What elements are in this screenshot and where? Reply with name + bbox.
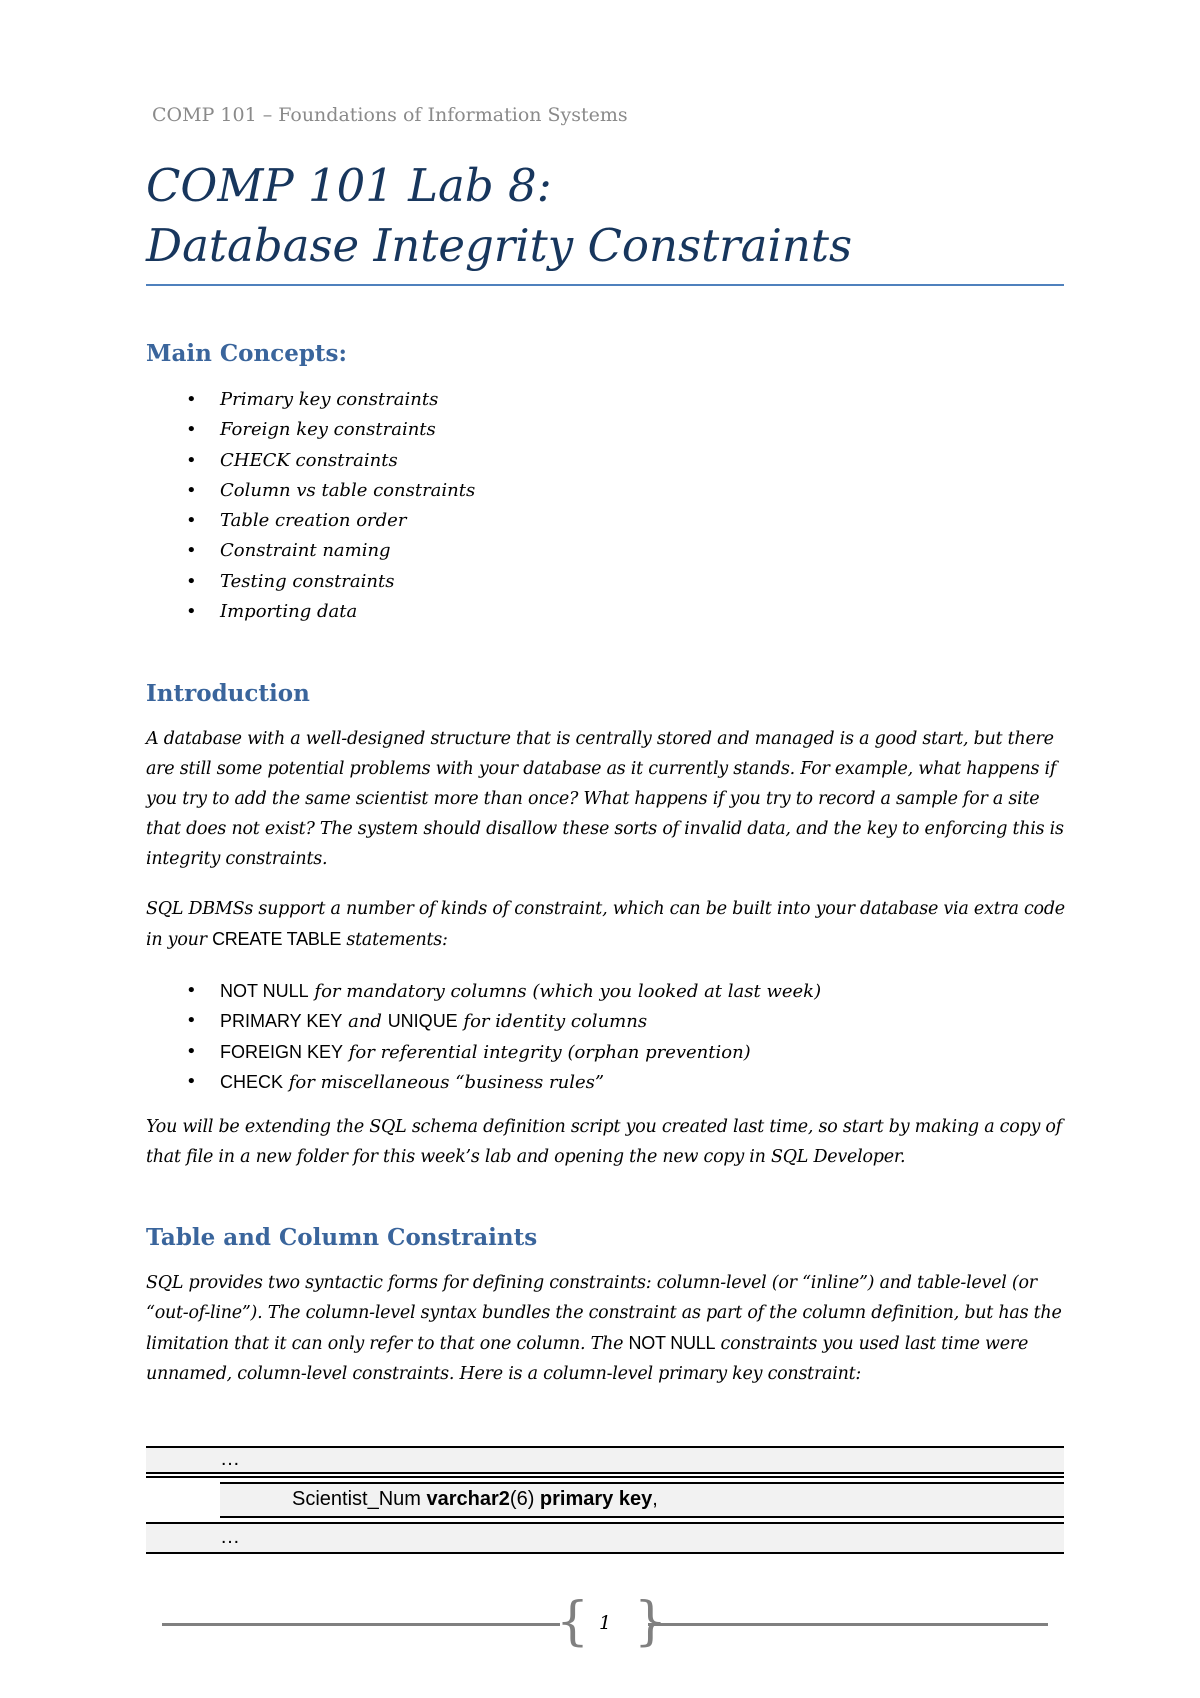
list-item: • Column vs table constraints [186, 479, 476, 501]
table-column-paragraph: SQL provides two syntactic forms for defining constraints: column-level (or “inline”) and table-level (or “out-of-line”). The column-level syntax bundles the constraint as part of the column definition, but has the limitation that it can only refer to that one column. The NOT NULL constraints you used last time were unnamed, column-level constraints. Here is a column-level primary key constraint: [146, 1273, 1062, 1384]
introduction-paragraph-2: SQL DBMSs support a number of kinds of constraint, which can be built into your database via extra code in your CREATE TABLE statements: [146, 899, 1065, 950]
main-concepts-heading: Main Concepts: [146, 340, 347, 367]
code-sample [146, 1446, 1064, 1558]
list-item: • FOREIGN KEY for referential integrity (orphan prevention) [186, 1040, 751, 1063]
list-item: • CHECK for miscellaneous “business rules” [186, 1070, 605, 1093]
introduction-paragraph-3: You will be extending the SQL schema definition script you created last time, so start by making a copy of that file in a new folder for this week’s lab and opening the new copy in SQL Developer. [146, 1117, 1062, 1167]
footer-rule-left [162, 1623, 560, 1626]
constraint-kinds-list [146, 976, 821, 1097]
list-item: • Importing data [186, 601, 358, 623]
footer-brace-left: { [556, 1592, 590, 1652]
list-item: • NOT NULL for mandatory columns (which you looked at last week) [186, 980, 822, 1002]
footer-rule-right [648, 1623, 1048, 1626]
list-item: • Constraint naming [186, 540, 391, 562]
footer-brace-right: } [634, 1592, 668, 1652]
code-ellipsis-top: … [220, 1448, 240, 1470]
list-item: • PRIMARY KEY and UNIQUE for identity columns [186, 1010, 648, 1033]
list-item: • CHECK constraints [186, 449, 398, 471]
page-number: 1 [598, 1612, 612, 1634]
title-line-1: COMP 101 Lab 8: [146, 159, 552, 212]
page-title [146, 156, 1066, 276]
code-ellipsis-bottom: … [220, 1526, 240, 1548]
title-underline [146, 284, 1064, 286]
main-concepts-list [146, 385, 475, 627]
table-column-heading: Table and Column Constraints [146, 1224, 538, 1251]
running-header: COMP 101 – Foundations of Information Systems [152, 104, 628, 126]
list-item: • Testing constraints [186, 570, 395, 592]
code-column-definition: Scientist_Num varchar2(6) primary key, [292, 1488, 658, 1510]
list-item: • Table creation order [186, 510, 407, 532]
title-line-2: Database Integrity Constraints [146, 219, 853, 272]
list-item: • Primary key constraints [186, 389, 439, 410]
introduction-paragraph-1: A database with a well-designed structure that is centrally stored and managed is a good start, but there are still some potential problems with your database as it currently stands. For example, what happens if you try to add the same scientist more than once? What happens if you try to record a sample for a site that does not exist? The system should disallow these sorts of invalid data, and the key to enforcing this is integrity constraints. [146, 729, 1064, 869]
list-item: • Foreign key constraints [186, 419, 436, 441]
introduction-heading: Introduction [146, 680, 310, 707]
